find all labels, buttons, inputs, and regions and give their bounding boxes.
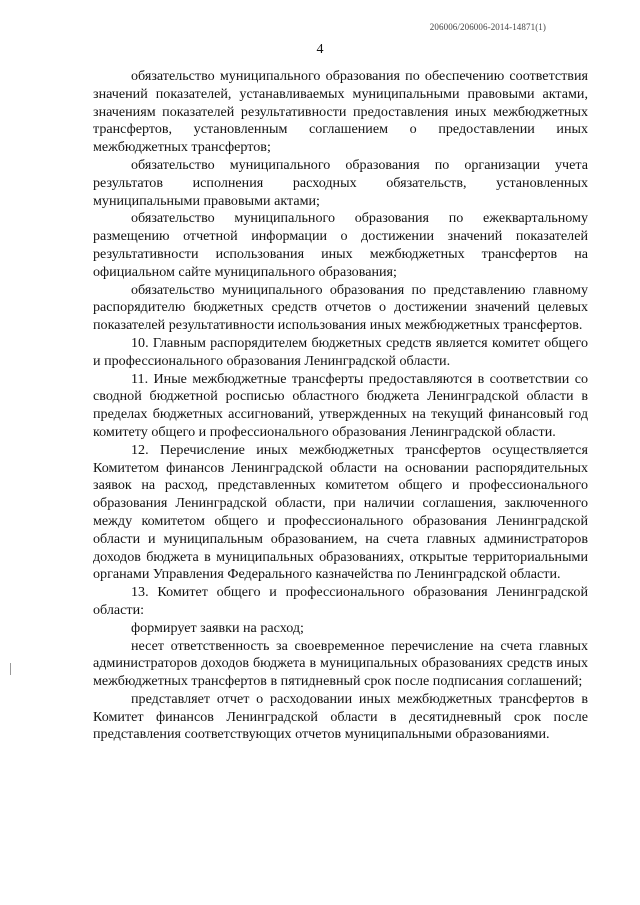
paragraph-13-requests: формирует заявки на расход; — [131, 619, 304, 636]
paragraph-obligation-indicators: обязательство муниципального образования по обеспечению соответствия значений показателей, устанавливаемых муниципальными правовыми актами, значениям показателей результативности предоставления иных межбюджетных трансфертов, установленным соглашением о предоставлении иных межбюджетных трансфертов; — [93, 68, 588, 156]
margin-mark — [10, 663, 11, 675]
paragraph-13-responsibility: несет ответственность за своевременное перечисление на счета главных администраторов доходов бюджета в муниципальных образованиях средств иных межбюджетных трансфертов в пятидневный срок после подписания соглашений; — [93, 637, 588, 690]
document-number: 206006/206006-2014-14871(1) — [429, 22, 546, 32]
paragraph-12: 12. Перечисление иных межбюджетных трансфертов осуществляется Комитетом финансов Ленинградской области на основании распорядительных заявок на расход, представленных комитетом общего и профессионального образования Ленинградской области, при наличии соглашения, заключенного между комитетом общего и профессионального образования Ленинградской области и муниципальным образованием, на счета главных администраторов доходов бюджета в муниципальных образованиях, открытые территориальными органами Управления Федерального казначейства по Ленинградской области. — [93, 441, 588, 583]
paragraph-13: 13. Комитет общего и профессионального образования Ленинградской области: — [93, 584, 588, 618]
paragraph-11: 11. Иные межбюджетные трансферты предоставляются в соответствии со сводной бюджетной росписью областного бюджета Ленинградской области в пределах бюджетных ассигнований, утвержденных на текущий финансовый год комитету общего и профессионального образования Ленинградской области. — [93, 370, 588, 440]
page-number: 4 — [316, 42, 324, 57]
paragraph-13-report: представляет отчет о расходовании иных межбюджетных трансфертов в Комитет финансов Ленинградской области в десятидневный срок после представления соответствующих отчетов муниципальными образованиями. — [93, 690, 588, 743]
paragraph-obligation-quarterly-posting: обязательство муниципального образования по ежеквартальному размещению отчетной информации о достижении значений показателей результативности использования иных межбюджетных трансфертов на официальном сайте муниципального образования; — [93, 210, 588, 280]
paragraph-obligation-reporting: обязательство муниципального образования по представлению главному распорядителю бюджетных средств отчетов о достижении значений целевых показателей результативности использования иных межбюджетных трансфертов. — [93, 281, 588, 334]
paragraph-10: 10. Главным распорядителем бюджетных средств является комитет общего и профессионального образования Ленинградской области. — [93, 334, 588, 369]
document-body — [93, 68, 588, 744]
paragraph-obligation-accounting: обязательство муниципального образования по организации учета результатов исполнения расходных обязательств, установленных муниципальными правовыми актами; — [93, 156, 588, 209]
